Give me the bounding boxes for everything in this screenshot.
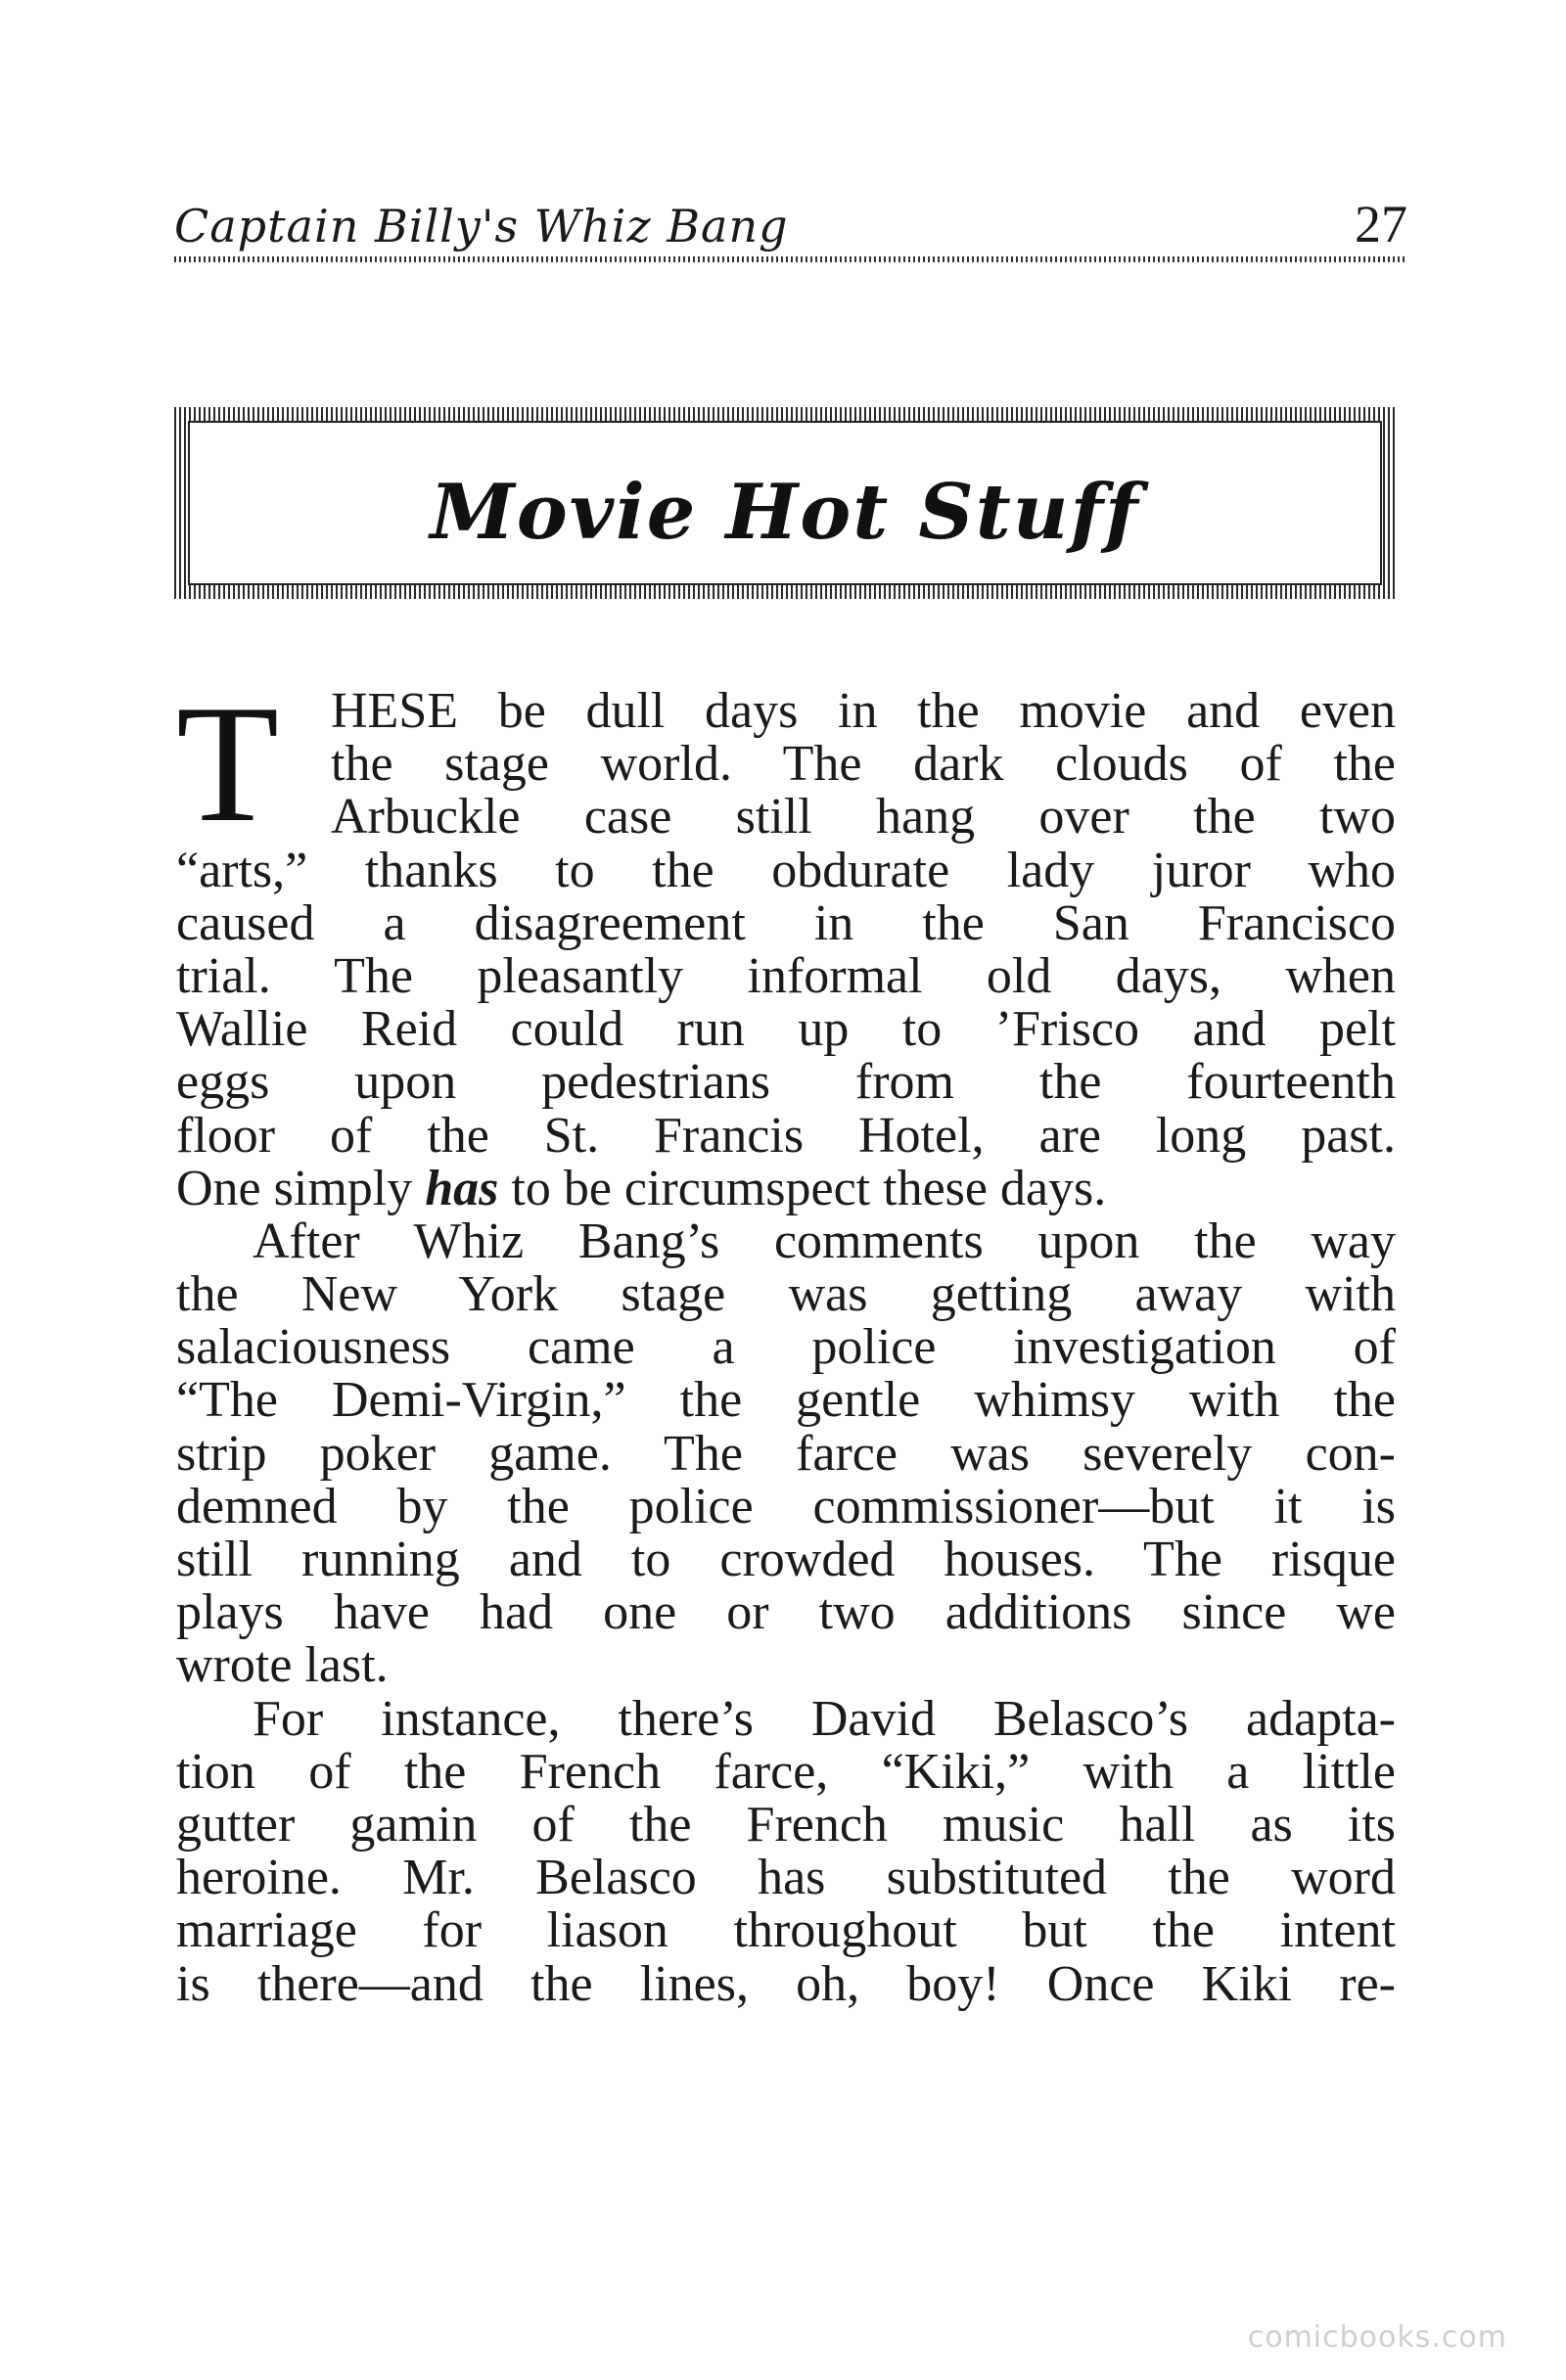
text-line: the stage world. The dark clouds of the (331, 736, 1396, 793)
text-line: salaciousness came a police investigation of (176, 1319, 1396, 1376)
header-rule (174, 256, 1407, 262)
text-line: strip poker game. The farce was severely con- (176, 1425, 1396, 1482)
text-line: floor of the St. Francis Hotel, are long past. (176, 1107, 1396, 1164)
text-line: tion of the French farce, “Kiki,” with a little (176, 1743, 1396, 1800)
text-line: eggs upon pedestrians from the fourteenth (176, 1054, 1396, 1111)
title-box (174, 407, 1396, 599)
watermark: comicbooks.com (1247, 2320, 1507, 2355)
text-line: “The Demi-Virgin,” the gentle whimsy with the (176, 1372, 1396, 1429)
text-line: heroine. Mr. Belasco has substituted the word (176, 1850, 1396, 1906)
text-line: wrote last. (176, 1637, 389, 1694)
text-line (176, 1160, 1396, 1216)
text-line: the New York stage was getting away with (176, 1266, 1396, 1323)
text-line: demned by the police commissioner—but it is (176, 1478, 1396, 1534)
text-line: marriage for liason throughout but the intent (176, 1902, 1396, 1959)
text-line: After Whiz Bang’s comments upon the way (253, 1213, 1396, 1269)
text-line: plays have had one or two additions since we (176, 1584, 1396, 1641)
article-body (176, 671, 1396, 2012)
text-line: is there—and the lines, oh, boy! Once Kiki re- (176, 1955, 1396, 2012)
text-segment: One simply (176, 1160, 426, 1216)
text-line: Wallie Reid could run up to ’Frisco and pelt (176, 1001, 1396, 1058)
text-line: gutter gamin of the French music hall as its (176, 1796, 1396, 1853)
text-line: caused a disagreement in the San Francisco (176, 894, 1396, 951)
text-segment: to be circumspect these days. (498, 1160, 1107, 1216)
running-title: Captain Billy's Whiz Bang (174, 200, 789, 252)
text-line: Arbuckle case still hang over the two (331, 789, 1396, 846)
text-line: still running and to crowded houses. The risque (176, 1532, 1396, 1587)
text-line: “arts,” thanks to the obdurate lady juror who (176, 842, 1396, 898)
drop-cap: T (176, 671, 280, 857)
text-line: trial. The pleasantly informal old days, when (176, 947, 1396, 1004)
text-line: For instance, there’s David Belasco’s adapta- (253, 1690, 1396, 1747)
article-title: Movie Hot Stuff (430, 468, 1140, 557)
running-head (174, 195, 1407, 262)
emphasis-has: has (425, 1160, 499, 1216)
page-number: 27 (1355, 195, 1407, 253)
text-line: HESE be dull days in the movie and even (331, 683, 1396, 739)
